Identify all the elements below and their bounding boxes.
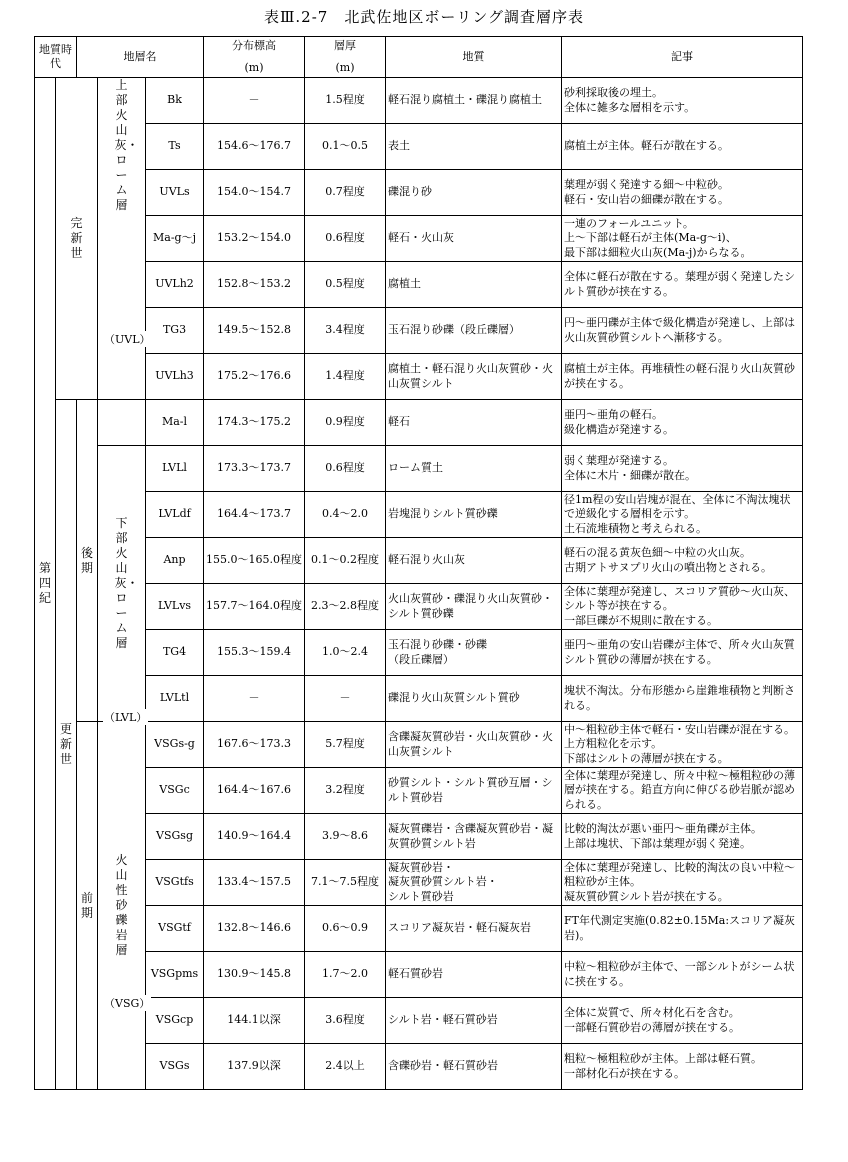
elevation: [204, 538, 305, 584]
geology-text: 軽石: [388, 415, 411, 429]
thickness: [305, 952, 386, 998]
thickness: [305, 906, 386, 952]
geology-text: 凝灰質砂岩・ 凝灰質砂質シルト岩・ シルト質砂岩: [388, 861, 498, 903]
thickness-text: 5.7程度: [325, 737, 365, 751]
header-elev-unit: (m): [244, 61, 264, 74]
thickness-text: 1.5程度: [325, 93, 365, 107]
table-title: 表Ⅲ.2-7 北武佐地区ボーリング調査層序表: [263, 8, 585, 26]
table-row: [35, 124, 803, 170]
notes: [562, 78, 803, 124]
notes-text: 全体に炭質で、所々材化石を含む。 一部軽石質砂岩の薄層が挟在する。: [564, 1006, 741, 1034]
group-lvl-code: （LVL）: [104, 711, 148, 724]
geology-text: シルト岩・軽石質砂岩: [388, 1013, 498, 1027]
header-thickness-label: 層厚: [334, 38, 357, 52]
geology-text: 腐植土・軽石混り火山灰質砂・火山灰質シルト: [388, 362, 554, 390]
notes-text: 径1m程の安山岩塊が混在、全体に不淘汰塊状で逆級化する層相を示す。 土石流堆積物と考えられる。: [564, 493, 791, 535]
substage-early-cell: [77, 722, 98, 1090]
elevation-text: 157.7～164.0程度: [206, 599, 303, 613]
thickness-text: 0.9程度: [325, 415, 365, 429]
epoch-holocene-cell: [56, 78, 98, 400]
layer-code-text: UVLh3: [155, 369, 194, 383]
layer-code: [146, 308, 204, 354]
notes-text: FT年代測定実施(0.82±0.15Ma:スコリア凝灰岩)。: [564, 914, 796, 942]
geology: [386, 584, 562, 630]
thickness-text: 1.4程度: [325, 369, 365, 383]
layer-code: [146, 400, 204, 446]
header-notes-label: 記事: [671, 49, 694, 63]
group-uvl-code: （UVL）: [104, 333, 151, 346]
era-label: 第四紀: [38, 561, 51, 605]
layer-code-text: TG3: [162, 323, 187, 337]
header-age: [35, 37, 77, 78]
thickness-text: 1.7～2.0: [322, 967, 369, 981]
epoch-pleistocene-label: 更新世: [59, 722, 72, 766]
thickness: [305, 630, 386, 676]
thickness: [305, 998, 386, 1044]
era-cell: [35, 78, 56, 1090]
geology: [386, 124, 562, 170]
notes: [562, 262, 803, 308]
geology: [386, 906, 562, 952]
thickness-text: 0.1～0.5: [322, 139, 369, 153]
geology: [386, 262, 562, 308]
elevation-text: 137.9以深: [227, 1059, 281, 1073]
thickness-text: 0.1～0.2程度: [311, 553, 380, 567]
group-uvl-cell: [98, 78, 146, 400]
thickness-text: 0.6～0.9: [322, 921, 369, 935]
group-vsg-code: （VSG）: [104, 997, 151, 1010]
notes: [562, 998, 803, 1044]
geology-text: 凝灰質礫岩・含礫凝灰質砂岩・凝灰質砂質シルト岩: [388, 822, 554, 850]
thickness: [305, 722, 386, 768]
thickness: [305, 446, 386, 492]
elevation-text: 132.8～146.6: [217, 921, 292, 935]
thickness: [305, 170, 386, 216]
geology-text: スコリア凝灰岩・軽石凝灰岩: [388, 921, 532, 935]
thickness: [305, 262, 386, 308]
layer-code: [146, 538, 204, 584]
notes: [562, 400, 803, 446]
geology: [386, 630, 562, 676]
notes-text: 全体に葉理が発達し、比較的淘汰の良い中粒～粗粒砂が主体。 凝灰質砂質シルト岩が挟在する。: [564, 861, 796, 903]
notes: [562, 354, 803, 400]
layer-code-text: UVLs: [159, 185, 190, 199]
notes-text: 中～粗粒砂主体で軽石・安山岩礫が混在する。上方粗粒化を示す。 下部はシルトの薄層が挟在する。: [564, 723, 796, 765]
geology-text: 砂質シルト・シルト質砂互層・シルト質砂岩: [388, 776, 553, 804]
elevation: [204, 216, 305, 262]
geology-text: 腐植土: [388, 277, 422, 291]
elevation-text: 140.9～164.4: [217, 829, 292, 843]
thickness: [305, 768, 386, 814]
elevation: [204, 584, 305, 630]
table-row: [35, 216, 803, 262]
elevation-text: 164.4～167.6: [217, 783, 292, 797]
notes-text: 塊状不淘汰。分布形態から崖錐堆積物と判断される。: [564, 684, 796, 712]
header-elev: [204, 37, 305, 78]
notes-text: 全体に葉理が発達し、スコリア質砂～火山灰、シルト等が挟在する。 一部巨礫が不規則に散在する。: [564, 585, 796, 627]
elevation: [204, 998, 305, 1044]
elevation: [204, 676, 305, 722]
table-row: [35, 630, 803, 676]
notes-text: 円～亜円礫が主体で級化構造が発達し、上部は火山灰質砂質シルトへ漸移する。: [564, 316, 796, 344]
layer-code-text: LVLtl: [159, 691, 190, 705]
layer-code: [146, 860, 204, 906]
thickness: [305, 860, 386, 906]
elevation-text: －: [248, 93, 260, 107]
notes-text: 葉理が弱く発達する細～中粒砂。 軽石・安山岩の細礫が散在する。: [564, 178, 730, 206]
table-row: [35, 952, 803, 998]
layer-code-text: VSGs-g: [154, 737, 195, 751]
layer-code-text: Ma-l: [161, 415, 188, 429]
elevation-text: 153.2～154.0: [217, 231, 292, 245]
table-row: [35, 584, 803, 630]
geology: [386, 446, 562, 492]
layer-code-text: Anp: [163, 553, 186, 567]
elevation: [204, 262, 305, 308]
layer-code: [146, 998, 204, 1044]
thickness: [305, 814, 386, 860]
geology-text: 軽石混り火山灰: [388, 553, 466, 567]
layer-code-text: VSGs: [159, 1059, 190, 1073]
header-age-label: 地質時代: [39, 42, 72, 70]
layer-code: [146, 1044, 204, 1090]
elevation-text: 144.1以深: [227, 1013, 281, 1027]
header-geology: [386, 37, 562, 78]
elevation-text: 174.3～175.2: [217, 415, 292, 429]
layer-code-text: UVLh2: [155, 277, 194, 291]
thickness-text: 2.4以上: [325, 1059, 365, 1073]
geology: [386, 216, 562, 262]
elevation-text: 164.4～173.7: [217, 507, 292, 521]
table-row: [35, 446, 803, 492]
layer-code: [146, 216, 204, 262]
notes: [562, 952, 803, 998]
elevation: [204, 354, 305, 400]
table-row: [35, 722, 803, 768]
thickness-text: 3.6程度: [325, 1013, 365, 1027]
layer-code-text: VSGc: [159, 783, 190, 797]
notes: [562, 906, 803, 952]
notes-text: 粗粒～極粗粒砂が主体。上部は軽石質。 一部材化石が挟在する。: [564, 1052, 763, 1080]
table-row: [35, 170, 803, 216]
notes: [562, 124, 803, 170]
layer-code: [146, 952, 204, 998]
table-row: [35, 78, 803, 124]
thickness-text: 0.5程度: [325, 277, 365, 291]
elevation-text: 154.0～154.7: [217, 185, 292, 199]
thickness-text: 7.1～7.5程度: [311, 875, 380, 889]
geology-text: 玉石混り砂礫・砂礫 （段丘礫層）: [388, 638, 488, 666]
thickness: [305, 308, 386, 354]
notes-text: 一連のフォールユニット。 上～下部は軽石が主体(Ma-g～i)、 最下部は細粒火山灰(Ma-j)からなる。: [564, 217, 752, 259]
group-vsg-cell: [98, 722, 146, 1090]
geology-text: ローム質土: [388, 461, 444, 475]
geology-text: 表土: [388, 139, 411, 153]
thickness-text: 0.6程度: [325, 461, 365, 475]
elevation-text: 155.0～165.0程度: [206, 553, 303, 567]
header-thickness-unit: (m): [335, 61, 355, 74]
geology: [386, 492, 562, 538]
thickness: [305, 216, 386, 262]
layer-code-text: LVLvs: [157, 599, 192, 613]
geology: [386, 998, 562, 1044]
group-lvl-cell: [98, 446, 146, 722]
elevation: [204, 78, 305, 124]
elevation: [204, 124, 305, 170]
layer-code: [146, 170, 204, 216]
notes: [562, 216, 803, 262]
notes-text: 弱く葉理が発達する。 全体に木片・細礫が散在。: [564, 454, 697, 482]
notes-text: 砂利採取後の埋土。 全体に雑多な層相を示す。: [564, 86, 696, 114]
thickness-text: 3.4程度: [325, 323, 365, 337]
layer-code: [146, 492, 204, 538]
layer-code-text: VSGpms: [150, 967, 199, 981]
header-layer: [77, 37, 204, 78]
notes-text: 全体に葉理が発達し、所々中粒～極粗粒砂の薄層が挟在する。鉛直方向に伸びる砂岩脈が認められる。: [564, 769, 796, 811]
thickness: [305, 78, 386, 124]
table-row: [35, 262, 803, 308]
thickness: [305, 492, 386, 538]
layer-code: [146, 124, 204, 170]
geology: [386, 538, 562, 584]
elevation-text: 152.8～153.2: [217, 277, 292, 291]
geology-text: 含礫砂岩・軽石質砂岩: [388, 1059, 499, 1073]
table-row: [35, 492, 803, 538]
table-row: [35, 1044, 803, 1090]
group-uvl-label: 上部火山灰・ローム層: [114, 78, 139, 212]
thickness: [305, 1044, 386, 1090]
geology-text: 軽石混り腐植土・礫混り腐植土: [388, 93, 543, 107]
elevation-text: 154.6～176.7: [217, 139, 292, 153]
notes: [562, 492, 803, 538]
table-row: [35, 768, 803, 814]
elevation: [204, 446, 305, 492]
notes: [562, 676, 803, 722]
notes-text: 腐植土が主体。再堆積性の軽石混り火山灰質砂が挟在する。: [564, 362, 796, 390]
header-thickness: [305, 37, 386, 78]
notes: [562, 1044, 803, 1090]
geology: [386, 1044, 562, 1090]
layer-code: [146, 676, 204, 722]
notes-text: 亜円～亜角の軽石。 級化構造が発達する。: [564, 408, 675, 436]
layer-code: [146, 630, 204, 676]
elevation: [204, 400, 305, 446]
substage-late-cell: [77, 400, 98, 722]
layer-code: [146, 722, 204, 768]
elevation-text: －: [248, 691, 260, 705]
thickness-text: 3.2程度: [325, 783, 365, 797]
elevation: [204, 492, 305, 538]
notes: [562, 538, 803, 584]
elevation: [204, 952, 305, 998]
geology-text: 軽石質砂岩: [388, 967, 444, 981]
table-row: [35, 676, 803, 722]
header-elev-label: 分布標高: [232, 38, 277, 52]
notes: [562, 860, 803, 906]
header-layer-label: 地層名: [123, 49, 157, 63]
layer-code-text: VSGcp: [155, 1013, 194, 1027]
layer-code: [146, 78, 204, 124]
geology: [386, 78, 562, 124]
geology: [386, 676, 562, 722]
notes-text: 中粒～粗粒砂が主体で、一部シルトがシーム状に挟在する。: [564, 960, 795, 988]
geology: [386, 952, 562, 998]
elevation: [204, 906, 305, 952]
notes: [562, 170, 803, 216]
thickness: [305, 584, 386, 630]
layer-code: [146, 446, 204, 492]
layer-code-text: LVLl: [162, 461, 187, 475]
geology-text: 岩塊混りシルト質砂礫: [388, 507, 498, 521]
thickness-text: 0.6程度: [325, 231, 365, 245]
geology-text: 玉石混り砂礫（段丘礫層）: [388, 323, 521, 337]
elevation-text: 155.3～159.4: [217, 645, 292, 659]
thickness-text: 2.3～2.8程度: [311, 599, 380, 613]
geology: [386, 722, 562, 768]
layer-code-text: VSGtf: [158, 921, 191, 935]
notes: [562, 768, 803, 814]
elevation: [204, 630, 305, 676]
geology: [386, 308, 562, 354]
elevation-text: 173.3～173.7: [217, 461, 292, 475]
thickness-text: 3.9～8.6: [322, 829, 369, 843]
elevation: [204, 768, 305, 814]
layer-code: [146, 354, 204, 400]
notes: [562, 814, 803, 860]
geology-text: 礫混り砂: [388, 185, 433, 199]
geology-text: 火山灰質砂・礫混り火山灰質砂・シルト質砂礫: [388, 592, 554, 620]
geology: [386, 170, 562, 216]
geology-text: 礫混り火山灰質シルト質砂: [388, 691, 520, 705]
thickness: [305, 676, 386, 722]
geology-text: 含礫凝灰質砂岩・火山灰質砂・火山灰質シルト: [388, 730, 554, 758]
thickness-text: 1.0～2.4: [322, 645, 369, 659]
elevation-text: 130.9～145.8: [217, 967, 292, 981]
thickness-text: 0.4～2.0: [322, 507, 369, 521]
table-row: [35, 860, 803, 906]
elevation-text: 167.6～173.3: [217, 737, 292, 751]
thickness-text: －: [339, 691, 351, 705]
table-row: [35, 354, 803, 400]
notes-text: 比較的淘汰が悪い亜円～亜角礫が主体。 上部は塊状、下部は葉理が弱く発達。: [564, 822, 763, 850]
layer-code-text: Bk: [167, 93, 182, 107]
layer-code: [146, 906, 204, 952]
geology: [386, 400, 562, 446]
elevation: [204, 814, 305, 860]
thickness: [305, 354, 386, 400]
geology: [386, 354, 562, 400]
table-row: [35, 538, 803, 584]
layer-code-text: TG4: [162, 645, 187, 659]
table-row: [35, 814, 803, 860]
notes-text: 亜円～亜角の安山岩礫が主体で、所々火山灰質シルト質砂の薄層が挟在する。: [564, 638, 795, 666]
table-row: [35, 906, 803, 952]
epoch-holocene-label: 完新世: [70, 216, 83, 260]
geology: [386, 860, 562, 906]
stratigraphy-table: [34, 36, 803, 1090]
epoch-pleistocene-cell: [56, 400, 77, 1090]
layer-code: [146, 584, 204, 630]
group-lvl-label: 下部火山灰・ローム層: [114, 516, 139, 650]
elevation-text: 133.4～157.5: [217, 875, 292, 889]
layer-code-text: Ts: [168, 139, 181, 153]
geology-text: 軽石・火山灰: [388, 231, 455, 245]
elevation: [204, 1044, 305, 1090]
thickness-text: 0.7程度: [325, 185, 365, 199]
header-notes: [562, 37, 803, 78]
layer-code-text: VSGtfs: [155, 875, 194, 889]
layer-code-text: VSGsg: [156, 829, 193, 843]
header-geology-label: 地質: [462, 49, 485, 63]
elevation: [204, 308, 305, 354]
thickness: [305, 400, 386, 446]
layer-code: [146, 262, 204, 308]
group-uvl-continued: [98, 400, 146, 446]
elevation: [204, 860, 305, 906]
geology: [386, 814, 562, 860]
notes-text: 軽石の混る黄灰色細～中粒の火山灰。 古期アトサヌプリ火山の噴出物とされる。: [564, 546, 773, 574]
elevation-text: 149.5～152.8: [217, 323, 292, 337]
notes: [562, 446, 803, 492]
substage-late-label: 後期: [80, 545, 93, 575]
geology: [386, 768, 562, 814]
notes: [562, 308, 803, 354]
substage-early-label: 前期: [80, 890, 93, 920]
notes: [562, 630, 803, 676]
thickness: [305, 538, 386, 584]
notes: [562, 584, 803, 630]
group-vsg-label: 火山性砂礫岩層: [115, 853, 128, 957]
thickness: [305, 124, 386, 170]
notes-text: 全体に軽石が散在する。葉理が弱く発達したシルト質砂が挟在する。: [564, 270, 796, 298]
elevation-text: 175.2～176.6: [217, 369, 292, 383]
elevation: [204, 722, 305, 768]
layer-code: [146, 768, 204, 814]
layer-code-text: Ma-g～j: [153, 231, 197, 245]
header-row: [35, 37, 803, 78]
notes-text: 腐植土が主体。軽石が散在する。: [564, 139, 730, 153]
elevation: [204, 170, 305, 216]
layer-code: [146, 814, 204, 860]
layer-code-text: LVLdf: [158, 507, 191, 521]
notes: [562, 722, 803, 768]
table-row: [35, 400, 803, 446]
